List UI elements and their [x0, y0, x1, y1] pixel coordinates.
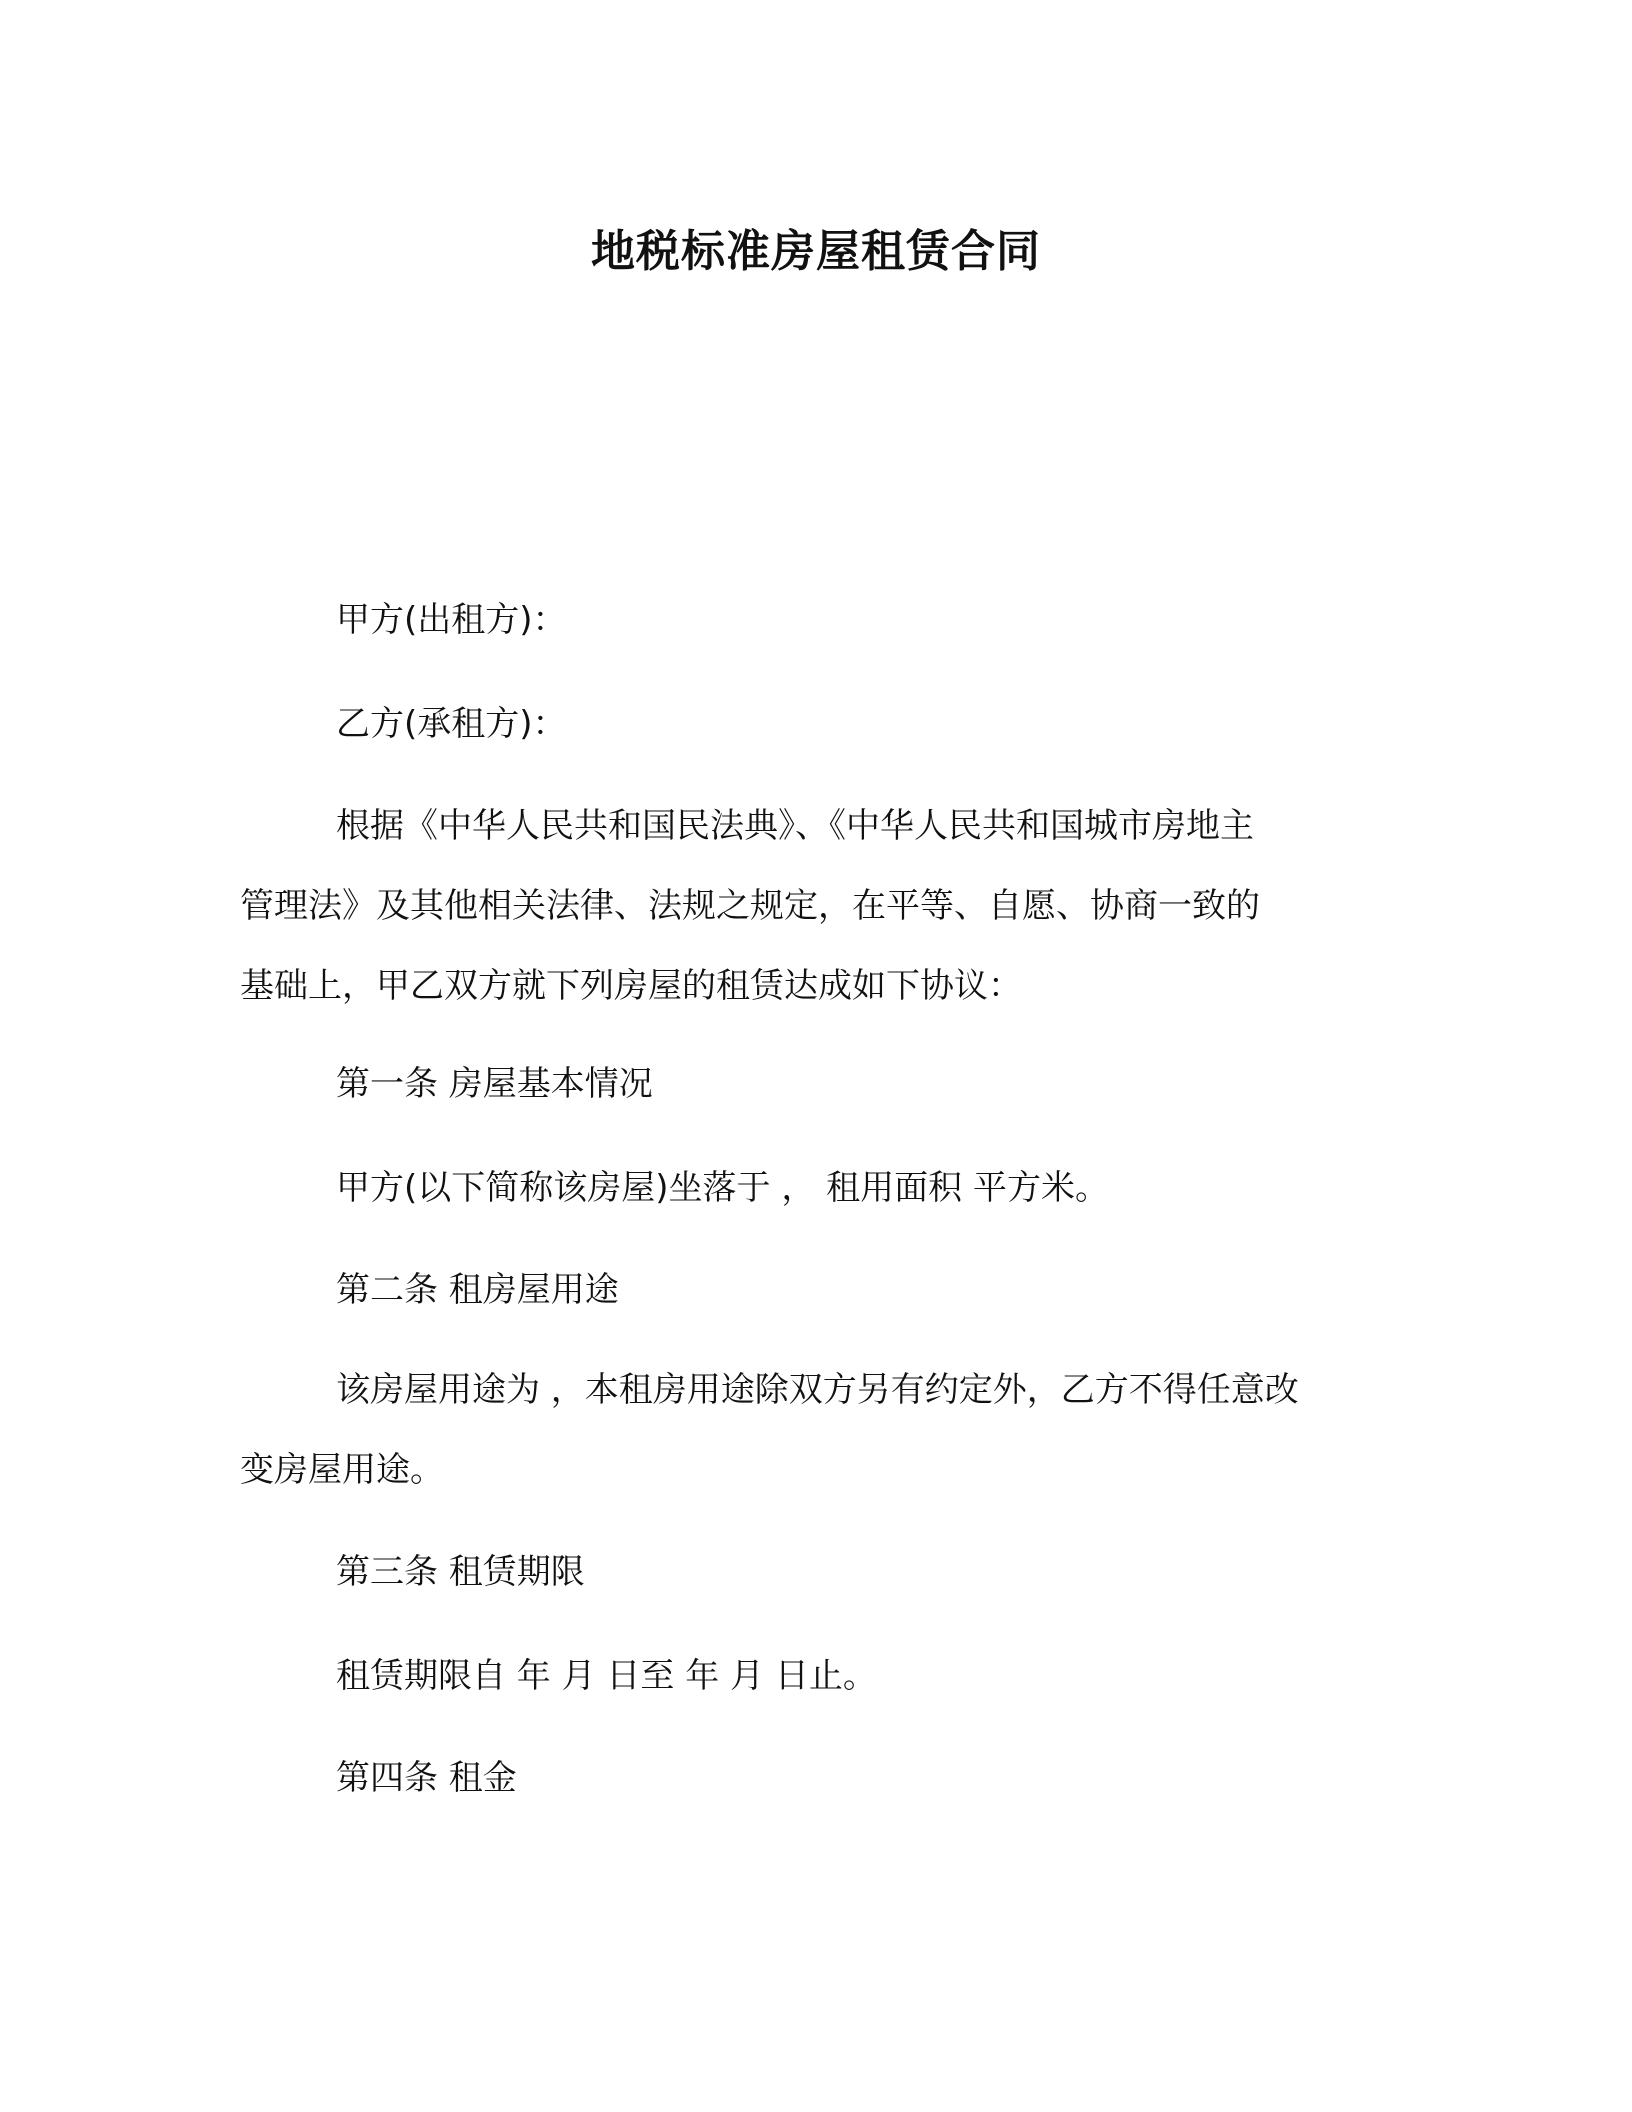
article-1-heading: 第一条 房屋基本情况 — [336, 1064, 653, 1104]
article-2-line-1: 该房屋用途为 ，本租房用途除双方另有约定外，乙方不得任意改 — [336, 1370, 1299, 1410]
document-title: 地税标准房屋租赁合同 — [591, 226, 1041, 277]
article-4-heading: 第四条 租金 — [336, 1758, 517, 1798]
party-a-label: 甲方(出租方)： — [336, 600, 567, 640]
party-b-label: 乙方(承租方)： — [336, 704, 567, 744]
article-1-text: 甲方(以下简称该房屋)坐落于 ， 租用面积 平方米。 — [336, 1168, 1109, 1208]
article-3-heading: 第三条 租赁期限 — [336, 1552, 585, 1592]
article-1-heading-line — [240, 1044, 1400, 1124]
article-2-line-2: 变房屋用途。 — [240, 1450, 444, 1490]
preamble-line-2: 管理法》及其他相关法律、法规之规定，在平等、自愿、协商一致的 — [240, 886, 1260, 926]
preamble-line-3: 基础上，甲乙双方就下列房屋的租赁达成如下协议： — [240, 966, 1022, 1006]
party-b-line — [240, 684, 1400, 764]
article-2-heading-line — [240, 1250, 1400, 1330]
article-4-heading-line — [240, 1738, 1400, 1818]
article-3-text: 租赁期限自 年 月 日至 年 月 日止。 — [336, 1656, 877, 1696]
article-2-heading: 第二条 租房屋用途 — [336, 1270, 619, 1310]
article-3-text-line — [240, 1636, 1400, 1716]
party-a-line — [240, 580, 1400, 660]
article-2-paragraph — [240, 1350, 1400, 1510]
preamble-line-1: 根据《中华人民共和国民法典》、《中华人民共和国城市房地主 — [336, 806, 1254, 846]
preamble-paragraph — [240, 786, 1400, 1026]
article-1-text-line — [240, 1148, 1400, 1228]
article-3-heading-line — [240, 1532, 1400, 1612]
